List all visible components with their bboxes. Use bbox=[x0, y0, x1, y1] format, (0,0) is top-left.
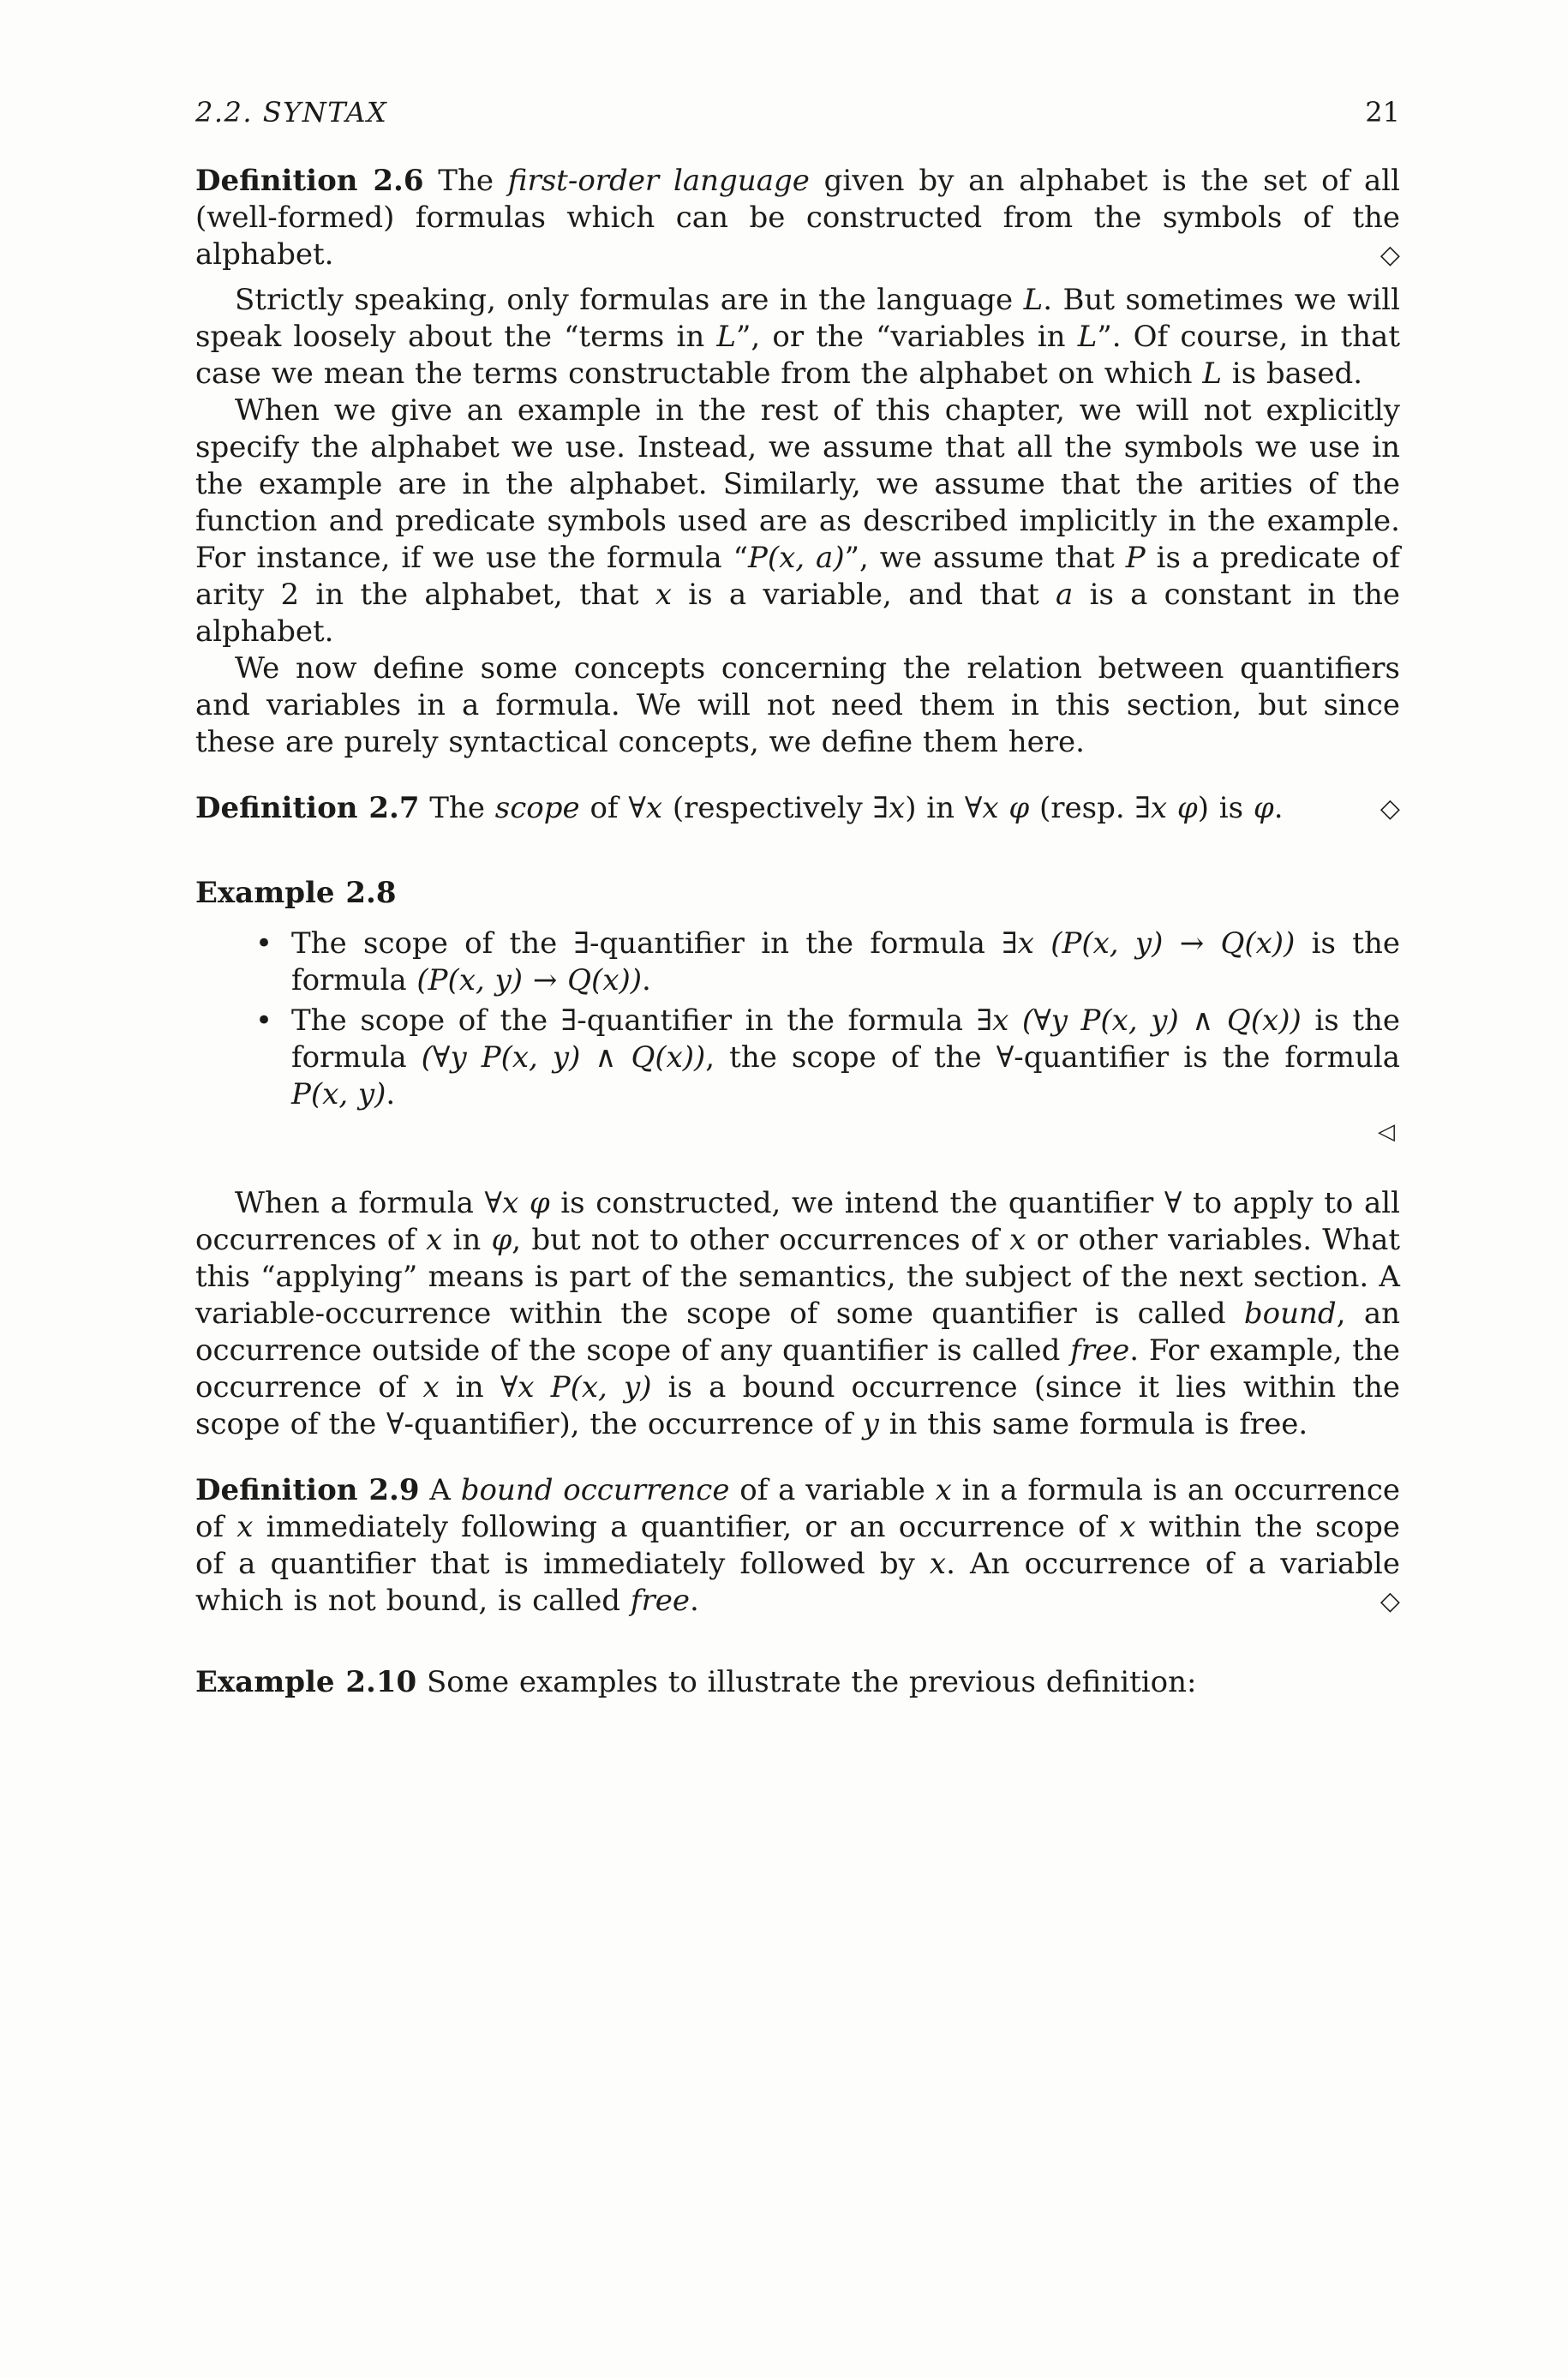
math-text: ∃x (P(x, y) → Q(x)) bbox=[1002, 926, 1296, 961]
math-text: (P(x, y) → Q(x)) bbox=[416, 963, 643, 997]
math-text: x bbox=[1119, 1510, 1136, 1544]
text-run: immediately following a quantifier, or an occurrence of bbox=[253, 1510, 1120, 1544]
text-run: , an occurrence outside of the scope of any quantifier is called bbox=[195, 1297, 1400, 1368]
math-text: ∀ bbox=[386, 1407, 404, 1441]
running-header bbox=[195, 96, 1400, 129]
math-text: P bbox=[1125, 541, 1146, 575]
text-run: within the scope of a quantifier that is immediately followed by bbox=[195, 1510, 1400, 1581]
text-run: given by an alphabet is the set of all (well-formed) formulas which can be constructed from the symbols of the alphabet. bbox=[195, 164, 1401, 272]
example-2-10-intro bbox=[195, 1664, 1400, 1701]
text-run: When we give an example in the rest of this chapter, we will not explicitly specify the alphabet we use. Instead, we assume that all the symbols we use in the example are in the alphabet. Similarly, we assume that the arities of the function and predicate symbols used are as described implicitly in the example. For instance, if we use the formula “ bbox=[195, 393, 1400, 575]
math-text: a bbox=[1056, 578, 1074, 612]
text-run: ”. Of course, in that case we mean the terms constructable from the alphabet on which bbox=[195, 320, 1400, 391]
text-run: is a variable, and that bbox=[672, 578, 1056, 612]
math-text: ∀ bbox=[996, 1040, 1014, 1075]
text-run: Definition 2.9 bbox=[195, 1473, 420, 1507]
math-text: ∃x (∀y P(x, y) ∧ Q(x)) bbox=[976, 1003, 1302, 1038]
math-text: ∃x φ bbox=[1134, 791, 1198, 825]
math-text: φ bbox=[1253, 791, 1274, 825]
text-run: -quantifier is the formula bbox=[1014, 1040, 1400, 1075]
text-run: The bbox=[423, 164, 508, 198]
text-run: . An occurrence of a variable which is not bound, is called bbox=[195, 1547, 1400, 1618]
math-text: x bbox=[422, 1370, 440, 1405]
math-text: ∃x bbox=[872, 791, 906, 825]
text-run: scope bbox=[494, 791, 580, 825]
math-text: x bbox=[929, 1547, 947, 1581]
text-run: Strictly speaking, only formulas are in the language bbox=[235, 283, 1024, 317]
text-run: in this same formula is free. bbox=[878, 1407, 1308, 1441]
text-run: A bbox=[419, 1473, 461, 1507]
text-run: The bbox=[419, 791, 495, 825]
text-run: or other variables. What this “applying” means is part of the semantics, the subject of the next section. A variable-occurrence within the scope of some quantifier is called bbox=[195, 1223, 1401, 1331]
math-text: ∃ bbox=[560, 1003, 578, 1038]
math-text: L bbox=[1023, 283, 1044, 317]
definition-2-7 bbox=[195, 790, 1400, 827]
page-number: 21 bbox=[1365, 96, 1400, 129]
math-text: x bbox=[655, 578, 673, 612]
text-run: , the scope of the bbox=[705, 1040, 996, 1075]
math-text: x bbox=[426, 1223, 443, 1257]
math-text: ∀x P(x, y) bbox=[500, 1370, 652, 1405]
body-paragraph-1 bbox=[195, 282, 1400, 392]
document-content bbox=[195, 163, 1400, 1701]
text-run: Example 2.8 bbox=[195, 876, 397, 910]
body-paragraph-3 bbox=[195, 650, 1400, 761]
math-text: L bbox=[1077, 320, 1098, 354]
qed-diamond-icon: ◇ bbox=[1379, 794, 1400, 824]
text-run: to apply to all occurrences of bbox=[195, 1186, 1400, 1257]
text-run: When a formula bbox=[235, 1186, 485, 1220]
text-run: of a variable bbox=[729, 1473, 936, 1507]
math-text: L bbox=[1202, 356, 1222, 391]
text-run: is constructed, we intend the quantifier bbox=[549, 1186, 1164, 1220]
math-text: L bbox=[716, 320, 736, 354]
math-text: P(x, y) bbox=[291, 1077, 386, 1111]
text-run: in bbox=[439, 1370, 500, 1405]
text-run: Definition 2.6 bbox=[195, 164, 424, 198]
math-text: ∀x bbox=[628, 791, 663, 825]
text-run: of bbox=[579, 791, 629, 825]
text-run: . For example, the occurrence of bbox=[195, 1333, 1400, 1405]
math-text: y bbox=[862, 1407, 879, 1441]
bullet-item bbox=[291, 1003, 1400, 1113]
text-run: , but not to other occurrences of bbox=[512, 1223, 1010, 1257]
text-run: ”, or the “variables in bbox=[735, 320, 1078, 354]
text-run: . But sometimes we will speak loosely about the “terms in bbox=[195, 283, 1400, 354]
text-run: Definition 2.7 bbox=[195, 791, 420, 825]
text-run: in bbox=[442, 1223, 492, 1257]
text-run: is the formula bbox=[291, 1003, 1401, 1075]
text-run: bound occurrence bbox=[460, 1473, 730, 1507]
text-run: is a bound occurrence (since it lies within the scope of the bbox=[195, 1370, 1400, 1441]
math-text: P(x, a) bbox=[747, 541, 845, 575]
text-run: -quantifier in the formula bbox=[577, 1003, 977, 1038]
definition-2-9 bbox=[195, 1472, 1400, 1620]
example-2-8-heading bbox=[195, 875, 1400, 912]
text-run: . bbox=[386, 1077, 396, 1111]
text-run: is a predicate of arity 2 in the alphabet, that bbox=[195, 541, 1400, 612]
text-run: The scope of the bbox=[291, 1003, 561, 1038]
text-run: ) is bbox=[1197, 791, 1254, 825]
text-run: The scope of the bbox=[291, 926, 574, 961]
text-run: is based. bbox=[1221, 356, 1363, 391]
math-text: x bbox=[236, 1510, 254, 1544]
text-run: ) in bbox=[905, 791, 965, 825]
text-run: Some examples to illustrate the previous definition: bbox=[416, 1665, 1197, 1699]
math-text: (∀y P(x, y) ∧ Q(x)) bbox=[421, 1040, 706, 1075]
math-text: ∀ bbox=[1164, 1186, 1182, 1220]
text-run: first-order language bbox=[507, 164, 810, 198]
text-run: free bbox=[630, 1584, 690, 1618]
text-run: . bbox=[1273, 791, 1284, 825]
bullet-item bbox=[291, 925, 1400, 999]
body-paragraph-4 bbox=[195, 1185, 1400, 1443]
text-run: bound bbox=[1243, 1297, 1337, 1331]
qed-diamond-icon: ◇ bbox=[1379, 1586, 1400, 1616]
math-text: ∀x φ bbox=[964, 791, 1030, 825]
text-run: in a formula is an occurrence of bbox=[195, 1473, 1400, 1544]
text-run: (resp. bbox=[1029, 791, 1135, 825]
math-text: ∃ bbox=[573, 926, 590, 961]
text-run: -quantifier), the occurrence of bbox=[404, 1407, 863, 1441]
example-2-8-list bbox=[195, 925, 1400, 1113]
math-text: φ bbox=[491, 1223, 512, 1257]
text-run: -quantifier in the formula bbox=[589, 926, 1002, 961]
end-of-example-mark: ◁ bbox=[1378, 1119, 1395, 1145]
text-run: (respectively bbox=[662, 791, 873, 825]
definition-2-6 bbox=[195, 163, 1400, 273]
text-run: . bbox=[642, 963, 651, 997]
math-text: ∀x φ bbox=[484, 1186, 550, 1220]
math-text: x bbox=[1009, 1223, 1026, 1257]
text-run: We now define some concepts concerning the relation between quantifiers and variables in a formula. We will not need them in this section, but since these are purely syntactical concepts, we define them here. bbox=[195, 651, 1400, 759]
math-text: x bbox=[935, 1473, 952, 1507]
text-run: Example 2.10 bbox=[195, 1665, 417, 1699]
section-title: 2.2. SYNTAX bbox=[195, 96, 388, 129]
qed-diamond-icon: ◇ bbox=[1379, 240, 1400, 270]
text-run: ”, we assume that bbox=[844, 541, 1126, 575]
body-paragraph-2 bbox=[195, 392, 1400, 650]
text-run: is a constant in the alphabet. bbox=[195, 578, 1400, 649]
text-run: free bbox=[1070, 1333, 1130, 1368]
text-run: . bbox=[689, 1584, 699, 1618]
text-run: is the formula bbox=[291, 926, 1400, 997]
